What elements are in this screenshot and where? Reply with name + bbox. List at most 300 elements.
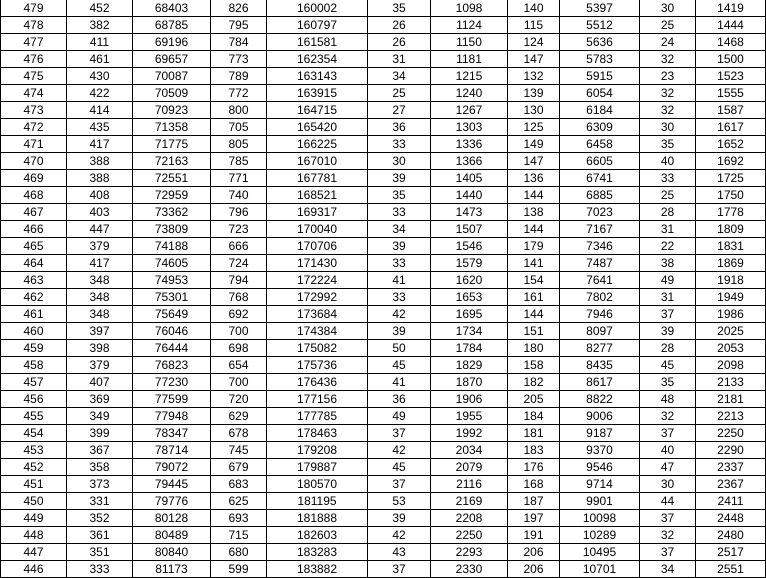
cell-count-b: 625 — [211, 493, 267, 510]
cell-score: 465 — [1, 238, 67, 255]
cell-cumulative-c: 1870 — [431, 374, 508, 391]
cell-cumulative-d: 7802 — [560, 289, 640, 306]
cell-cumulative-a: 69196 — [133, 34, 211, 51]
cell-cumulative-b: 173684 — [267, 306, 368, 323]
cell-count-c: 45 — [368, 357, 431, 374]
cell-count-c: 39 — [368, 323, 431, 340]
table-body — [1, 0, 766, 578]
cell-count-a: 369 — [67, 391, 133, 408]
cell-count-b: 692 — [211, 306, 267, 323]
cell-count-b: 768 — [211, 289, 267, 306]
cell-cumulative-c: 1695 — [431, 306, 508, 323]
cell-cumulative-d: 9546 — [560, 459, 640, 476]
table-row — [1, 238, 766, 255]
cell-count-a: 447 — [67, 221, 133, 238]
cell-cumulative-e: 1831 — [696, 238, 766, 255]
cell-count-c: 33 — [368, 204, 431, 221]
cell-cumulative-a: 78347 — [133, 425, 211, 442]
cell-count-a: 331 — [67, 493, 133, 510]
cell-score: 452 — [1, 459, 67, 476]
cell-cumulative-d: 8097 — [560, 323, 640, 340]
cell-count-b: 773 — [211, 51, 267, 68]
cell-cumulative-a: 72959 — [133, 187, 211, 204]
cell-cumulative-e: 1949 — [696, 289, 766, 306]
cell-cumulative-b: 168521 — [267, 187, 368, 204]
cell-count-b: 724 — [211, 255, 267, 272]
cell-cumulative-c: 2079 — [431, 459, 508, 476]
cell-cumulative-d: 10495 — [560, 544, 640, 561]
cell-cumulative-b: 164715 — [267, 102, 368, 119]
cell-cumulative-d: 6054 — [560, 85, 640, 102]
cell-count-d: 144 — [508, 306, 560, 323]
cell-count-c: 39 — [368, 238, 431, 255]
cell-cumulative-c: 2293 — [431, 544, 508, 561]
cell-count-c: 26 — [368, 17, 431, 34]
cell-score: 449 — [1, 510, 67, 527]
cell-count-e: 34 — [640, 561, 696, 578]
cell-cumulative-e: 2133 — [696, 374, 766, 391]
cell-score: 466 — [1, 221, 67, 238]
cell-count-c: 30 — [368, 153, 431, 170]
cell-cumulative-a: 74953 — [133, 272, 211, 289]
cell-count-b: 723 — [211, 221, 267, 238]
cell-count-e: 32 — [640, 527, 696, 544]
cell-cumulative-c: 1267 — [431, 102, 508, 119]
table-row — [1, 119, 766, 136]
cell-count-c: 34 — [368, 68, 431, 85]
cell-cumulative-e: 2480 — [696, 527, 766, 544]
cell-cumulative-e: 2025 — [696, 323, 766, 340]
cell-count-a: 373 — [67, 476, 133, 493]
cell-cumulative-e: 1809 — [696, 221, 766, 238]
cell-count-d: 144 — [508, 187, 560, 204]
cell-cumulative-e: 2448 — [696, 510, 766, 527]
cell-cumulative-a: 74605 — [133, 255, 211, 272]
cell-cumulative-b: 166225 — [267, 136, 368, 153]
cell-count-d: 180 — [508, 340, 560, 357]
cell-cumulative-c: 2208 — [431, 510, 508, 527]
cell-count-d: 197 — [508, 510, 560, 527]
cell-count-b: 789 — [211, 68, 267, 85]
cell-cumulative-b: 174384 — [267, 323, 368, 340]
cell-count-e: 33 — [640, 170, 696, 187]
cell-cumulative-b: 177785 — [267, 408, 368, 425]
cell-count-a: 435 — [67, 119, 133, 136]
cell-count-a: 399 — [67, 425, 133, 442]
cell-cumulative-b: 170040 — [267, 221, 368, 238]
cell-cumulative-c: 1906 — [431, 391, 508, 408]
cell-cumulative-e: 1869 — [696, 255, 766, 272]
cell-count-d: 183 — [508, 442, 560, 459]
cell-cumulative-c: 2250 — [431, 527, 508, 544]
cell-count-a: 348 — [67, 272, 133, 289]
cell-cumulative-c: 1303 — [431, 119, 508, 136]
cell-cumulative-c: 1579 — [431, 255, 508, 272]
cell-count-a: 430 — [67, 68, 133, 85]
cell-count-b: 698 — [211, 340, 267, 357]
cell-cumulative-d: 6885 — [560, 187, 640, 204]
cell-count-e: 48 — [640, 391, 696, 408]
cell-score: 459 — [1, 340, 67, 357]
cell-score: 478 — [1, 17, 67, 34]
cell-cumulative-d: 6605 — [560, 153, 640, 170]
cell-score: 475 — [1, 68, 67, 85]
cell-cumulative-d: 7487 — [560, 255, 640, 272]
cell-count-d: 124 — [508, 34, 560, 51]
cell-count-a: 379 — [67, 238, 133, 255]
cell-cumulative-a: 75301 — [133, 289, 211, 306]
cell-count-b: 720 — [211, 391, 267, 408]
cell-count-c: 53 — [368, 493, 431, 510]
cell-cumulative-e: 1587 — [696, 102, 766, 119]
cell-cumulative-b: 177156 — [267, 391, 368, 408]
cell-cumulative-a: 78714 — [133, 442, 211, 459]
cell-cumulative-a: 77599 — [133, 391, 211, 408]
cell-count-d: 144 — [508, 221, 560, 238]
cell-count-b: 693 — [211, 510, 267, 527]
cell-cumulative-d: 5915 — [560, 68, 640, 85]
cell-cumulative-c: 1829 — [431, 357, 508, 374]
cell-cumulative-e: 1986 — [696, 306, 766, 323]
cell-count-c: 36 — [368, 391, 431, 408]
cell-cumulative-d: 6309 — [560, 119, 640, 136]
cell-count-b: 796 — [211, 204, 267, 221]
cell-count-a: 351 — [67, 544, 133, 561]
cell-count-a: 333 — [67, 561, 133, 578]
cell-cumulative-b: 172992 — [267, 289, 368, 306]
cell-cumulative-c: 1124 — [431, 17, 508, 34]
cell-cumulative-d: 10701 — [560, 561, 640, 578]
table-row — [1, 255, 766, 272]
cell-cumulative-a: 79072 — [133, 459, 211, 476]
cell-cumulative-a: 80489 — [133, 527, 211, 544]
cell-cumulative-d: 5512 — [560, 17, 640, 34]
cell-cumulative-a: 77948 — [133, 408, 211, 425]
cell-score: 470 — [1, 153, 67, 170]
cell-count-e: 30 — [640, 119, 696, 136]
cell-cumulative-e: 1617 — [696, 119, 766, 136]
cell-cumulative-d: 8822 — [560, 391, 640, 408]
cell-score: 472 — [1, 119, 67, 136]
cell-cumulative-a: 76823 — [133, 357, 211, 374]
cell-cumulative-e: 1555 — [696, 85, 766, 102]
cell-count-a: 417 — [67, 255, 133, 272]
cell-score: 451 — [1, 476, 67, 493]
table-row — [1, 221, 766, 238]
cell-count-e: 32 — [640, 408, 696, 425]
cell-count-b: 740 — [211, 187, 267, 204]
table-row — [1, 544, 766, 561]
cell-count-b: 666 — [211, 238, 267, 255]
cell-count-e: 45 — [640, 357, 696, 374]
cell-count-c: 41 — [368, 374, 431, 391]
cell-cumulative-c: 1366 — [431, 153, 508, 170]
cell-cumulative-d: 7167 — [560, 221, 640, 238]
cell-score: 467 — [1, 204, 67, 221]
cell-score: 455 — [1, 408, 67, 425]
cell-cumulative-a: 77230 — [133, 374, 211, 391]
cell-cumulative-b: 181195 — [267, 493, 368, 510]
cell-count-d: 176 — [508, 459, 560, 476]
cell-score: 454 — [1, 425, 67, 442]
cell-score: 448 — [1, 527, 67, 544]
table-row — [1, 442, 766, 459]
cell-cumulative-e: 2367 — [696, 476, 766, 493]
cell-score: 450 — [1, 493, 67, 510]
cell-score: 446 — [1, 561, 67, 578]
table-row — [1, 476, 766, 493]
cell-count-c: 39 — [368, 170, 431, 187]
cell-cumulative-e: 1523 — [696, 68, 766, 85]
table-row — [1, 510, 766, 527]
table-row — [1, 170, 766, 187]
cell-cumulative-c: 1440 — [431, 187, 508, 204]
table-row — [1, 34, 766, 51]
cell-cumulative-e: 1692 — [696, 153, 766, 170]
cell-cumulative-a: 71775 — [133, 136, 211, 153]
cell-count-a: 352 — [67, 510, 133, 527]
cell-cumulative-b: 181888 — [267, 510, 368, 527]
cell-score: 473 — [1, 102, 67, 119]
table-row — [1, 136, 766, 153]
table-row — [1, 187, 766, 204]
cell-count-d: 191 — [508, 527, 560, 544]
cell-cumulative-d: 9187 — [560, 425, 640, 442]
cell-cumulative-b: 167781 — [267, 170, 368, 187]
cell-count-c: 43 — [368, 544, 431, 561]
cell-count-e: 32 — [640, 102, 696, 119]
cell-cumulative-a: 68403 — [133, 0, 211, 17]
cell-cumulative-a: 76046 — [133, 323, 211, 340]
cell-cumulative-a: 73362 — [133, 204, 211, 221]
cell-count-a: 348 — [67, 306, 133, 323]
cell-cumulative-a: 81173 — [133, 561, 211, 578]
cell-count-b: 795 — [211, 17, 267, 34]
cell-count-c: 42 — [368, 306, 431, 323]
cell-cumulative-c: 1215 — [431, 68, 508, 85]
cell-count-b: 800 — [211, 102, 267, 119]
cell-cumulative-c: 1405 — [431, 170, 508, 187]
table-row — [1, 289, 766, 306]
cell-count-c: 42 — [368, 527, 431, 544]
cell-cumulative-d: 6458 — [560, 136, 640, 153]
cell-cumulative-d: 8435 — [560, 357, 640, 374]
cell-cumulative-d: 5397 — [560, 0, 640, 17]
cell-count-a: 348 — [67, 289, 133, 306]
cell-count-b: 794 — [211, 272, 267, 289]
cell-cumulative-b: 183283 — [267, 544, 368, 561]
cell-count-e: 32 — [640, 85, 696, 102]
cell-count-d: 138 — [508, 204, 560, 221]
cell-count-a: 417 — [67, 136, 133, 153]
cell-cumulative-a: 70087 — [133, 68, 211, 85]
cell-count-a: 361 — [67, 527, 133, 544]
cell-count-e: 37 — [640, 510, 696, 527]
cell-cumulative-d: 8277 — [560, 340, 640, 357]
table-row — [1, 459, 766, 476]
cell-cumulative-d: 9006 — [560, 408, 640, 425]
cell-count-a: 461 — [67, 51, 133, 68]
cell-score: 464 — [1, 255, 67, 272]
cell-count-c: 42 — [368, 442, 431, 459]
cell-count-e: 30 — [640, 476, 696, 493]
cell-count-d: 151 — [508, 323, 560, 340]
cell-count-c: 37 — [368, 476, 431, 493]
cell-count-e: 40 — [640, 153, 696, 170]
cell-count-b: 772 — [211, 85, 267, 102]
cell-count-a: 358 — [67, 459, 133, 476]
table-row — [1, 102, 766, 119]
cell-cumulative-a: 70923 — [133, 102, 211, 119]
cell-cumulative-b: 175082 — [267, 340, 368, 357]
cell-score: 477 — [1, 34, 67, 51]
cell-cumulative-b: 169317 — [267, 204, 368, 221]
cell-cumulative-e: 1500 — [696, 51, 766, 68]
cell-count-c: 41 — [368, 272, 431, 289]
cell-cumulative-d: 9714 — [560, 476, 640, 493]
cell-cumulative-a: 80840 — [133, 544, 211, 561]
cell-count-d: 154 — [508, 272, 560, 289]
cell-cumulative-a: 70509 — [133, 85, 211, 102]
cell-count-d: 115 — [508, 17, 560, 34]
cell-cumulative-e: 1918 — [696, 272, 766, 289]
cell-cumulative-d: 7023 — [560, 204, 640, 221]
cell-cumulative-b: 175736 — [267, 357, 368, 374]
cell-cumulative-d: 9901 — [560, 493, 640, 510]
cell-score: 458 — [1, 357, 67, 374]
cell-count-a: 379 — [67, 357, 133, 374]
cell-cumulative-e: 2337 — [696, 459, 766, 476]
table-row — [1, 306, 766, 323]
cell-cumulative-c: 1181 — [431, 51, 508, 68]
cell-count-b: 683 — [211, 476, 267, 493]
cell-cumulative-c: 2169 — [431, 493, 508, 510]
cell-cumulative-a: 68785 — [133, 17, 211, 34]
cell-cumulative-b: 162354 — [267, 51, 368, 68]
cell-count-c: 33 — [368, 255, 431, 272]
cell-count-c: 35 — [368, 0, 431, 17]
cell-cumulative-c: 1653 — [431, 289, 508, 306]
table-row — [1, 391, 766, 408]
cell-cumulative-b: 172224 — [267, 272, 368, 289]
cell-count-d: 149 — [508, 136, 560, 153]
cell-count-a: 382 — [67, 17, 133, 34]
cell-cumulative-a: 79445 — [133, 476, 211, 493]
cell-count-a: 367 — [67, 442, 133, 459]
cell-cumulative-c: 1784 — [431, 340, 508, 357]
cell-count-b: 745 — [211, 442, 267, 459]
cell-score: 479 — [1, 0, 67, 17]
table-row — [1, 425, 766, 442]
cell-count-a: 414 — [67, 102, 133, 119]
cell-cumulative-c: 1507 — [431, 221, 508, 238]
cell-cumulative-b: 180570 — [267, 476, 368, 493]
cell-cumulative-d: 7346 — [560, 238, 640, 255]
cell-cumulative-d: 6184 — [560, 102, 640, 119]
cell-count-e: 35 — [640, 136, 696, 153]
cell-count-a: 397 — [67, 323, 133, 340]
cell-count-c: 33 — [368, 136, 431, 153]
cell-cumulative-a: 75649 — [133, 306, 211, 323]
cell-cumulative-e: 1778 — [696, 204, 766, 221]
cell-cumulative-a: 72163 — [133, 153, 211, 170]
cell-cumulative-d: 10289 — [560, 527, 640, 544]
cell-cumulative-a: 74188 — [133, 238, 211, 255]
cell-count-b: 700 — [211, 374, 267, 391]
cell-cumulative-e: 1652 — [696, 136, 766, 153]
cell-cumulative-e: 1725 — [696, 170, 766, 187]
cell-cumulative-d: 5636 — [560, 34, 640, 51]
cell-cumulative-e: 2411 — [696, 493, 766, 510]
cell-count-c: 34 — [368, 221, 431, 238]
cell-count-c: 39 — [368, 510, 431, 527]
cell-cumulative-b: 179887 — [267, 459, 368, 476]
table-row — [1, 0, 766, 17]
cell-count-e: 23 — [640, 68, 696, 85]
table-row — [1, 408, 766, 425]
cell-cumulative-b: 182603 — [267, 527, 368, 544]
cell-count-e: 37 — [640, 544, 696, 561]
cell-count-a: 388 — [67, 170, 133, 187]
cell-score: 460 — [1, 323, 67, 340]
cell-cumulative-d: 7641 — [560, 272, 640, 289]
table-row — [1, 204, 766, 221]
cell-cumulative-e: 1419 — [696, 0, 766, 17]
cell-cumulative-a: 71358 — [133, 119, 211, 136]
cell-cumulative-b: 176436 — [267, 374, 368, 391]
cell-count-e: 30 — [640, 0, 696, 17]
cell-cumulative-c: 1992 — [431, 425, 508, 442]
cell-count-c: 25 — [368, 85, 431, 102]
cell-cumulative-d: 5783 — [560, 51, 640, 68]
cell-count-d: 206 — [508, 561, 560, 578]
cell-count-d: 158 — [508, 357, 560, 374]
cell-count-b: 826 — [211, 0, 267, 17]
cell-count-a: 349 — [67, 408, 133, 425]
cell-count-b: 678 — [211, 425, 267, 442]
cell-cumulative-d: 10098 — [560, 510, 640, 527]
cell-count-d: 168 — [508, 476, 560, 493]
cell-cumulative-e: 1750 — [696, 187, 766, 204]
cell-count-e: 38 — [640, 255, 696, 272]
cell-count-e: 40 — [640, 442, 696, 459]
cell-count-c: 31 — [368, 51, 431, 68]
cell-cumulative-a: 72551 — [133, 170, 211, 187]
table-row — [1, 85, 766, 102]
cell-count-d: 205 — [508, 391, 560, 408]
cell-score: 463 — [1, 272, 67, 289]
cell-cumulative-c: 1734 — [431, 323, 508, 340]
cell-cumulative-c: 1150 — [431, 34, 508, 51]
table-row — [1, 68, 766, 85]
cell-count-a: 407 — [67, 374, 133, 391]
cell-count-d: 184 — [508, 408, 560, 425]
cell-cumulative-b: 167010 — [267, 153, 368, 170]
cell-count-e: 22 — [640, 238, 696, 255]
cell-count-c: 50 — [368, 340, 431, 357]
cell-cumulative-a: 73809 — [133, 221, 211, 238]
cell-cumulative-d: 8617 — [560, 374, 640, 391]
cell-cumulative-b: 160797 — [267, 17, 368, 34]
cell-cumulative-b: 179208 — [267, 442, 368, 459]
cell-cumulative-e: 2098 — [696, 357, 766, 374]
cell-cumulative-a: 79776 — [133, 493, 211, 510]
cell-cumulative-e: 2517 — [696, 544, 766, 561]
cell-cumulative-c: 1240 — [431, 85, 508, 102]
cell-cumulative-a: 76444 — [133, 340, 211, 357]
cell-count-e: 31 — [640, 221, 696, 238]
cell-cumulative-b: 165420 — [267, 119, 368, 136]
